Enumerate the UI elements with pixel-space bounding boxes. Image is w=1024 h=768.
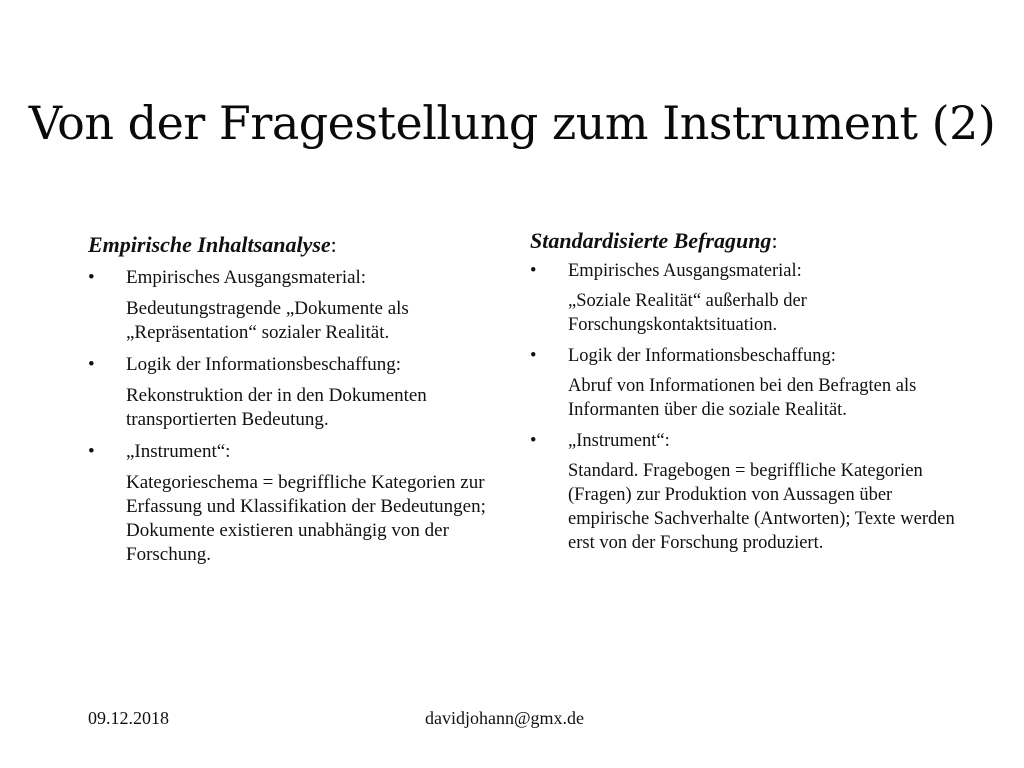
bullet-label: Empirisches Ausgangsmaterial: (126, 267, 367, 288)
footer-date: 09.12.2018 (88, 708, 169, 728)
bullet-detail: Rekonstruktion der in den Dokumenten transportierten Bedeutung. (126, 385, 427, 430)
bullet-detail: Standard. Fragebogen = begriffliche Kategorien (Fragen) zur Produktion von Aussagen über empirische Sachverhalte (Antworten); Texte werden erst von der Forschung produziert. (568, 461, 955, 553)
bullet-icon: • (530, 431, 537, 451)
bullet-icon: • (88, 441, 95, 462)
bullet-item (530, 345, 970, 422)
left-column (88, 232, 508, 575)
bullet-item (88, 266, 508, 345)
bullet-label: Logik der Informationsbeschaffung: (126, 354, 402, 375)
bullet-detail: Bedeutungstragende „Dokumente als „Repräsentation“ sozialer Realität. (126, 298, 409, 343)
left-heading-text: Empirische Inhaltsanalyse (88, 232, 331, 257)
bullet-detail: „Soziale Realität“ außerhalb der Forschungskontaktsituation. (568, 291, 807, 335)
bullet-label: Logik der Informationsbeschaffung: (568, 346, 836, 366)
bullet-icon: • (88, 267, 95, 288)
bullet-icon: • (530, 346, 537, 366)
bullet-detail: Abruf von Informationen bei den Befragten als Informanten über die soziale Realität. (568, 376, 917, 420)
left-heading-colon: : (330, 232, 337, 257)
right-column (530, 228, 970, 563)
bullet-icon: • (88, 354, 95, 375)
left-column-heading (88, 232, 508, 258)
bullet-label: Empirisches Ausgangsmaterial: (568, 261, 802, 281)
bullet-item (530, 260, 970, 337)
bullet-item (88, 440, 508, 567)
right-column-heading (530, 228, 970, 254)
right-heading-colon: : (771, 228, 778, 253)
bullet-icon: • (530, 261, 537, 281)
bullet-detail: Kategorieschema = begriffliche Kategorien zur Erfassung und Klassifikation der Bedeutungen; Dokumente existieren unabhängig von der Forschung. (126, 472, 486, 565)
slide-title: Von der Fragestellung zum Instrument (2) (28, 96, 996, 150)
bullet-item (88, 353, 508, 432)
bullet-item (530, 430, 970, 555)
footer-email: davidjohann@gmx.de (425, 708, 585, 728)
right-heading-text: Standardisierte Befragung (530, 228, 772, 253)
bullet-label: „Instrument“: (568, 431, 670, 451)
bullet-label: „Instrument“: (126, 441, 231, 462)
